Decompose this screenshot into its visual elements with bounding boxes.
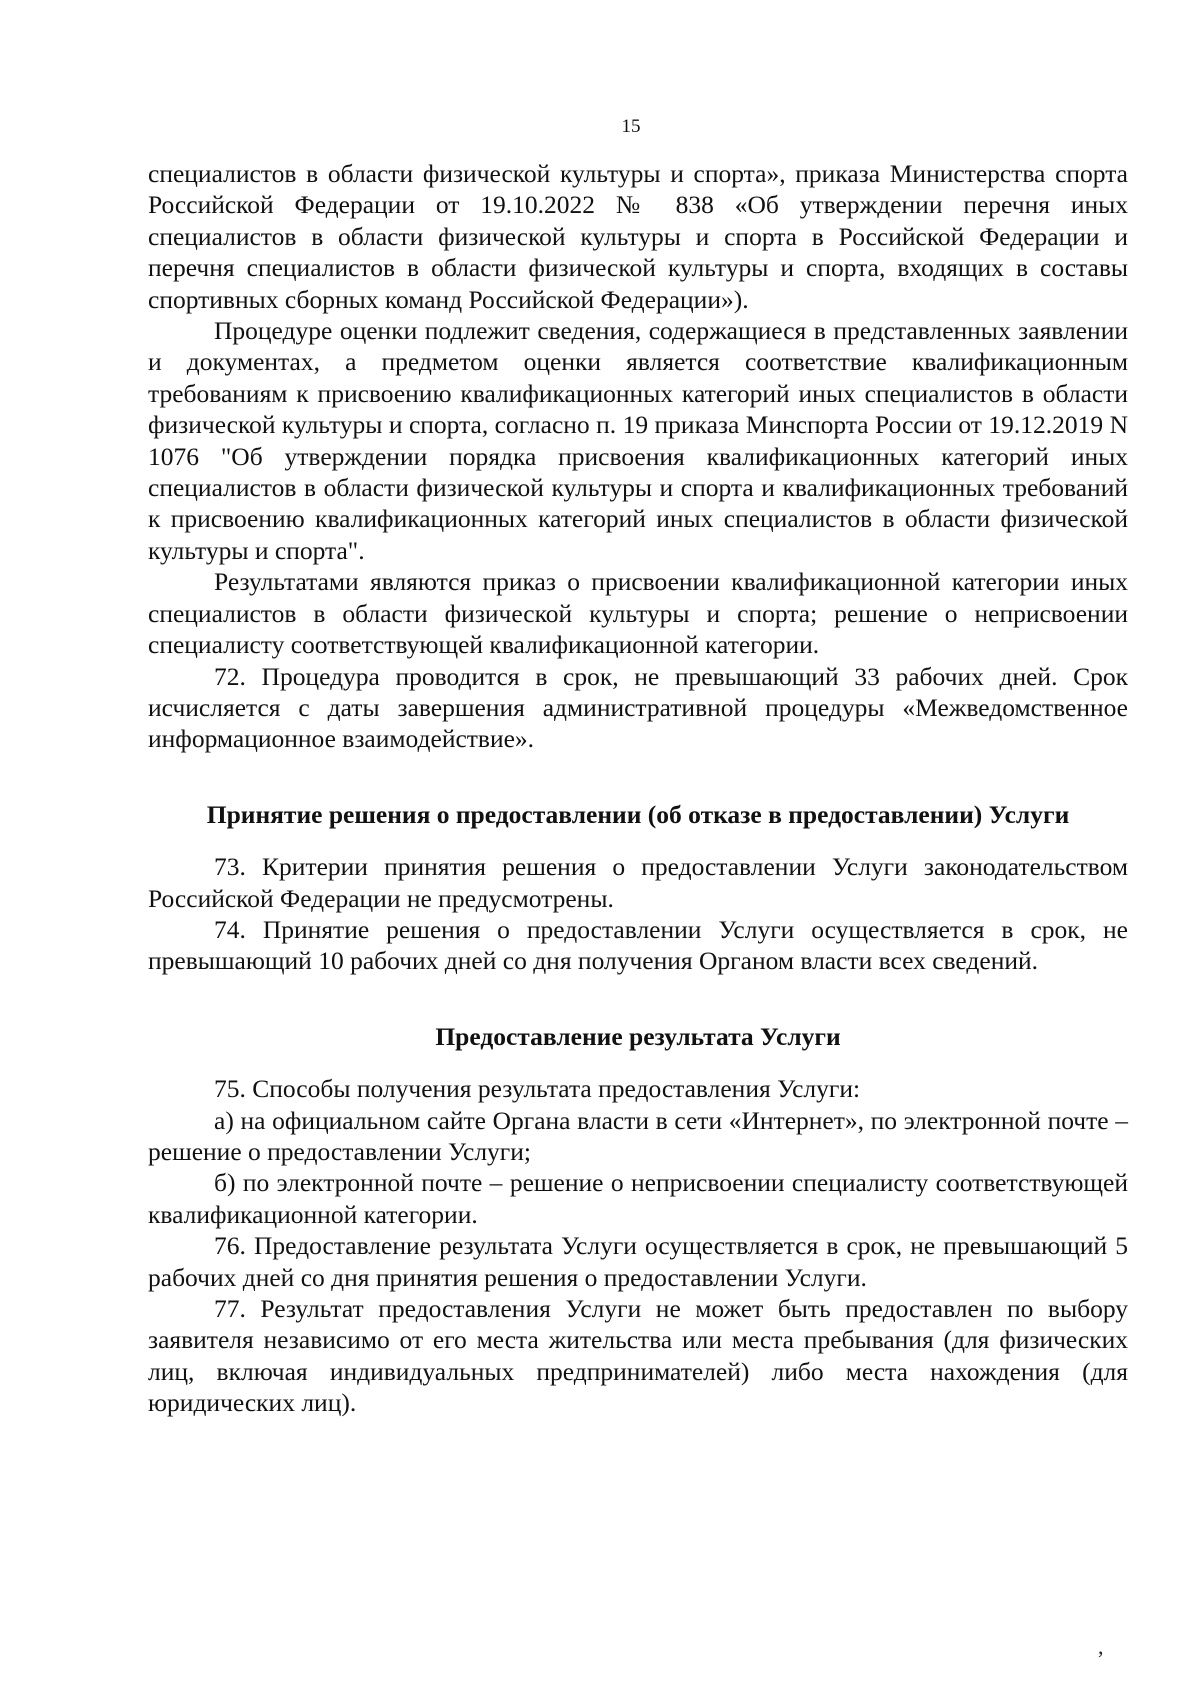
document-body: [148, 158, 1128, 1419]
paragraph-73: 73. Критерии принятия решения о предоставлении Услуги законодательством Российской Федерации не предусмотрены.: [148, 852, 1128, 913]
paragraph-77: 77. Результат предоставления Услуги не может быть предоставлен по выбору заявителя независимо от его места жительства или места пребывания (для физических лиц, включая индивидуальных предпринимателей) либо места нахождения (для юридических лиц).: [148, 1294, 1128, 1418]
page-number: 15: [621, 116, 641, 137]
paragraph-assessment-subject: Процедуре оценки подлежит сведения, содержащиеся в представленных заявлении и документах, а предметом оценки является соответствие квалификационным требованиям к присвоению квалификационных категорий иных специалистов в области физической культуры и спорта, согласно п. 19 приказа Минспорта России от 19.12.2019 N 1076 "Об утверждении порядка присвоения квалификационных категорий иных специалистов в области физической культуры и спорта и квалификационных требований к присвоению квалификационных категорий иных специалистов в области физической культуры и спорта".: [148, 316, 1128, 565]
paragraph-72: 72. Процедура проводится в срок, не превышающий 33 рабочих дней. Срок исчисляется с даты завершения административной процедуры «Межведомственное информационное взаимодействие».: [148, 661, 1128, 754]
section-heading-result: Предоставление результата Услуги: [435, 1021, 841, 1051]
paragraph-75: 75. Способы получения результата предоставления Услуги:: [214, 1074, 861, 1104]
section-heading-decision: Принятие решения о предоставлении (об отказе в предоставлении) Услуги: [206, 799, 1070, 829]
paragraph-76: 76. Предоставление результата Услуги осуществляется в срок, не превышающий 5 рабочих дней со дня принятия решения о предоставлении Услуги.: [148, 1231, 1128, 1292]
paragraph-75-a: а) на официальном сайте Органа власти в сети «Интернет», по электронной почте – решение о предоставлении Услуги;: [148, 1105, 1128, 1166]
scan-mark: ,: [1098, 1634, 1104, 1659]
paragraph-75-b: б) по электронной почте – решение о неприсвоении специалисту соответствующей квалификационной категории.: [148, 1168, 1128, 1229]
paragraph-continuation: специалистов в области физической культуры и спорта», приказа Министерства спорта Российской Федерации от 19.10.2022 № 838 «Об утверждении перечня иных специалистов в области физической культуры и спорта в Российской Федерации и перечня специалистов в области физической культуры и спорта, входящих в составы спортивных сборных команд Российской Федерации»).: [148, 159, 1128, 314]
paragraph-results: Результатами являются приказ о присвоении квалификационной категории иных специалистов в области физической культуры и спорта; решение о неприсвоении специалисту соответствующей квалификационной категории.: [148, 567, 1128, 660]
paragraph-74: 74. Принятие решения о предоставлении Услуги осуществляется в срок, не превышающий 10 рабочих дней со дня получения Органом власти всех сведений.: [148, 914, 1128, 976]
